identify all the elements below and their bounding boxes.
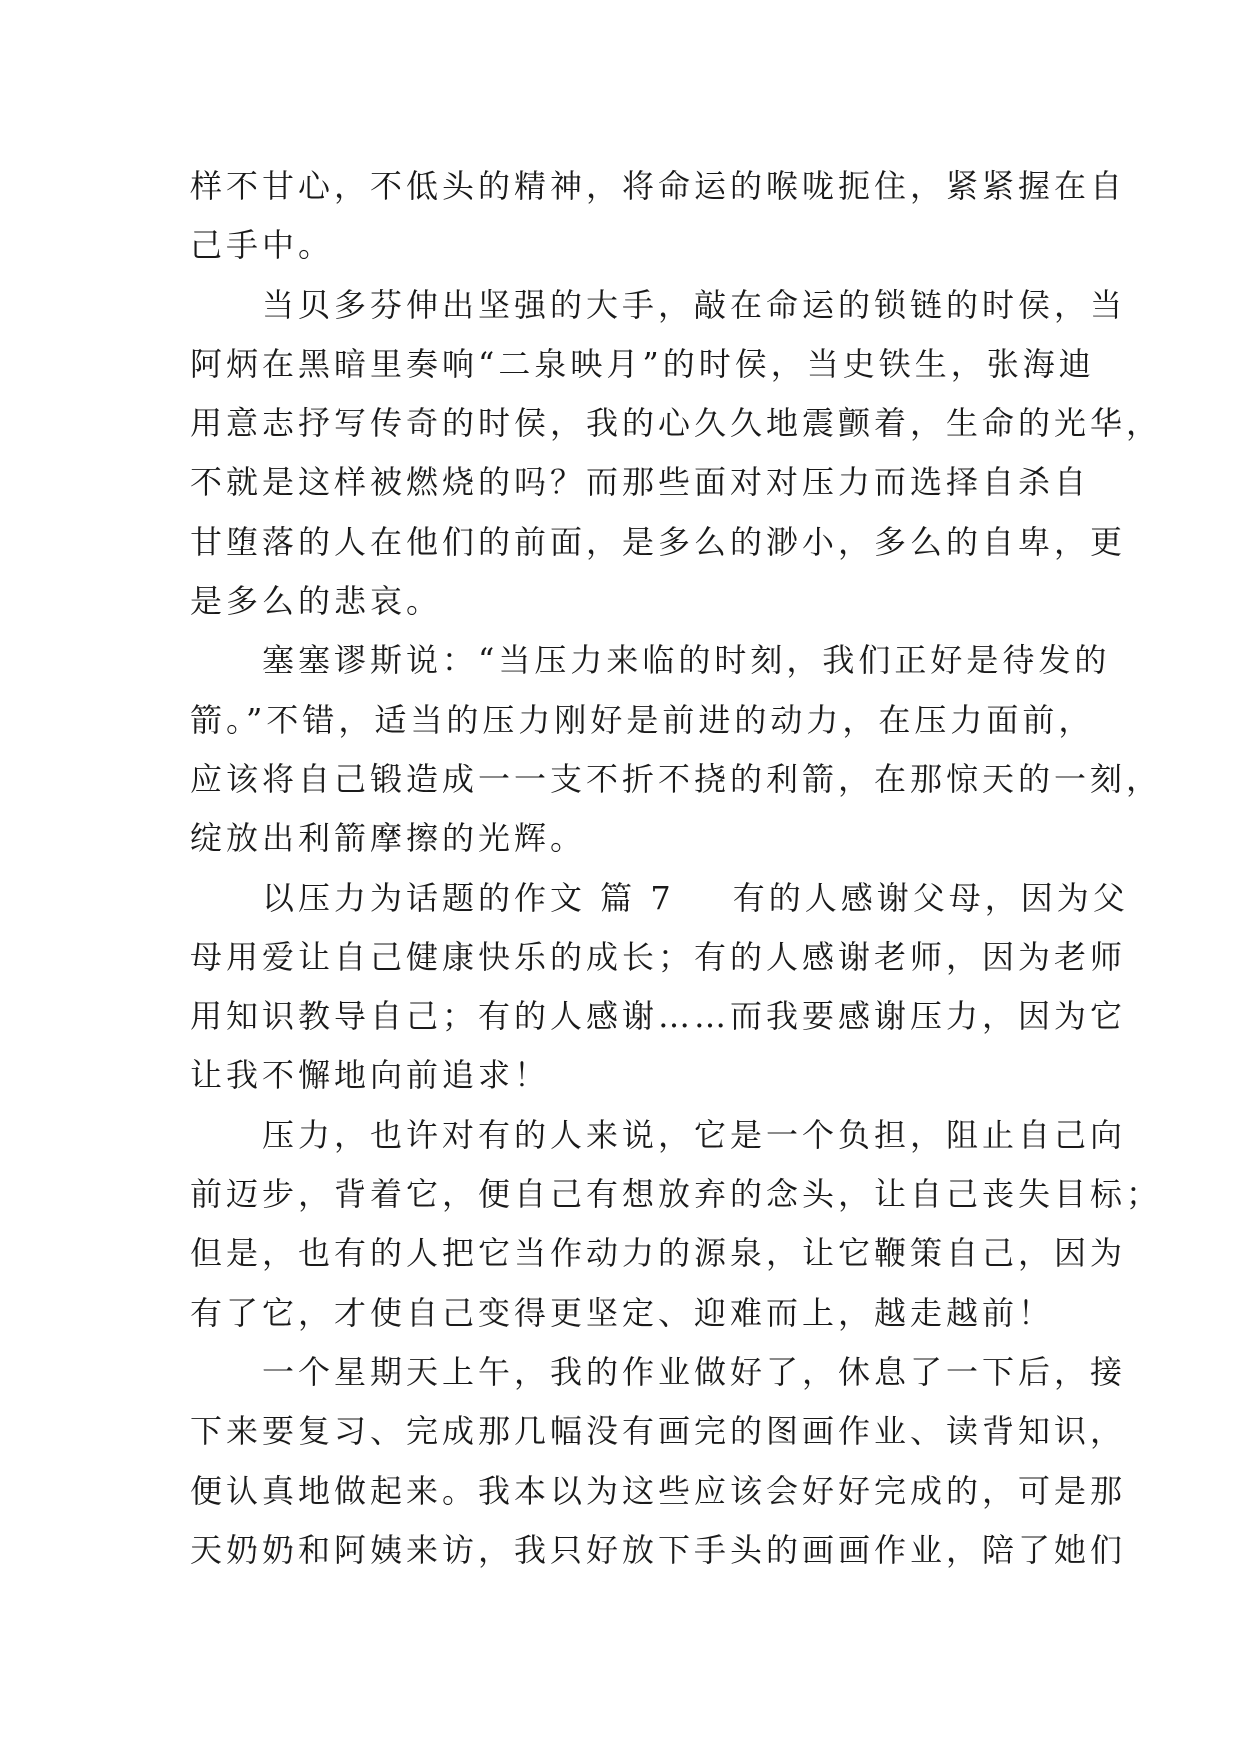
section-heading: 以压力为话题的作文 篇 7 <box>262 878 675 917</box>
text-line: 阿炳在黑暗里奏响“二泉映月”的时侯，当史铁生，张海迪 <box>190 344 1095 383</box>
paragraph-start-line: 当贝多芬伸出坚强的大手，敲在命运的锁链的时侯，当 <box>262 285 1127 324</box>
text-line: 前迈步，背着它，便自己有想放弃的念头，让自己丧失目标； <box>190 1175 1163 1214</box>
text-line: 绽放出利箭摩擦的光辉。 <box>190 819 587 858</box>
text-line: 下来要复习、完成那几幅没有画完的图画作业、读背知识， <box>190 1412 1127 1451</box>
text-line: 甘堕落的人在他们的前面，是多么的渺小，多么的自卑，更 <box>190 522 1127 561</box>
paragraph-start-line: 一个星期天上午，我的作业做好了，休息了一下后，接 <box>262 1352 1127 1391</box>
text-line: 己手中。 <box>190 226 335 265</box>
text-line: 是多么的悲哀。 <box>190 582 443 621</box>
text-line: 样不甘心，不低头的精神，将命运的喉咙扼住，紧紧握在自 <box>190 167 1127 205</box>
text-line: 用知识教导自己；有的人感谢……而我要感谢压力，因为它 <box>190 997 1127 1036</box>
paragraph-start-line: 压力，也许对有的人来说，它是一个负担，阻止自己向 <box>262 1115 1127 1154</box>
section-heading-line <box>190 869 1129 928</box>
text-line: 箭。”不错，适当的压力刚好是前进的动力，在压力面前， <box>190 700 1095 739</box>
text-line: 但是，也有的人把它当作动力的源泉，让它鞭策自己，因为 <box>190 1234 1127 1273</box>
text-line: 应该将自己锻造成一一支不折不挠的利箭，在那惊天的一刻， <box>190 759 1163 798</box>
text-line: 便认真地做起来。我本以为这些应该会好好完成的，可是那 <box>190 1471 1127 1510</box>
text-line: 不就是这样被燃烧的吗？而那些面对对压力而选择自杀自 <box>190 463 1091 502</box>
text-line: 让我不懈地向前追求！ <box>190 1056 551 1095</box>
essay-body <box>190 157 1163 1580</box>
paragraph-start-line: 塞塞谬斯说：“当压力来临的时刻，我们正好是待发的 <box>262 641 1111 680</box>
text-line: 母用爱让自己健康快乐的成长；有的人感谢老师，因为老师 <box>190 937 1127 976</box>
text-line: 用意志抒写传奇的时侯，我的心久久地震颤着，生命的光华， <box>190 404 1163 443</box>
text-line: 有了它，才使自己变得更坚定、迎难而上，越走越前！ <box>190 1293 1055 1332</box>
text-line: 天奶奶和阿姨来访，我只好放下手头的画画作业，陪了她们 <box>190 1530 1127 1569</box>
paragraph-start-text: 有的人感谢父母，因为父 <box>732 878 1129 917</box>
